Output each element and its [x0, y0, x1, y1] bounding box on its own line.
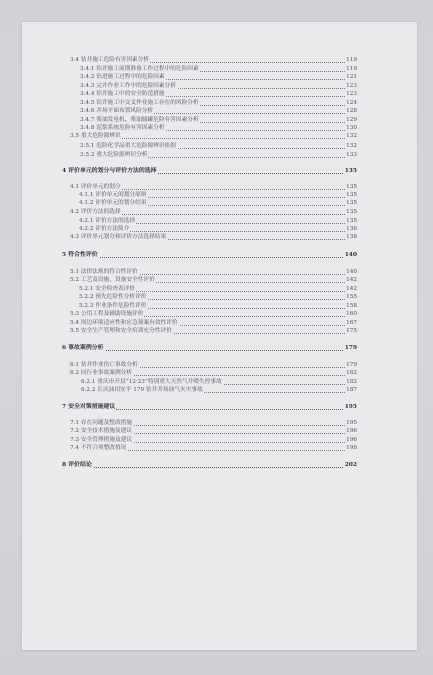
toc-entry-text: 重庆市开县“12·23”特别重大天然气井喷失控事故: [97, 379, 222, 385]
toc-entry-text: 井场平面布置风险分析: [96, 108, 154, 114]
toc-entry: [80, 65, 357, 73]
toc-entry-text: 重大危险源辨识分析: [96, 152, 148, 158]
toc-page-number: 132: [346, 133, 357, 139]
toc-entry-title: [79, 302, 147, 310]
toc-entry-title: [70, 276, 156, 284]
toc-page-number: 130: [346, 125, 357, 131]
toc-entry-text: 评价单元的划分与评价方法的选择: [68, 167, 157, 174]
toc-entry-number: 4.2.1: [79, 218, 94, 224]
toc-page-number: 135: [346, 200, 357, 206]
toc-page-number: 142: [346, 277, 357, 283]
toc-entry-title: [79, 217, 136, 225]
toc-entry: [70, 327, 357, 335]
toc-entry: [70, 361, 357, 369]
toc-chapter-entry: [62, 167, 357, 175]
toc-entry-title: [70, 56, 150, 64]
toc-entry-title: [70, 183, 122, 191]
toc-entry-number: 6.2: [70, 370, 80, 376]
toc-page-number: 132: [346, 143, 357, 149]
toc-entry-text: 同行业事故案例分析: [80, 370, 133, 376]
toc-page-number: 140: [346, 269, 357, 275]
document-page: [22, 22, 417, 650]
toc-entry: [80, 124, 357, 132]
toc-entry-text: 评价单元的划分结果: [95, 200, 147, 206]
toc-entry-text: 评价方法的选择: [95, 218, 136, 224]
toc-page-number: 187: [346, 387, 357, 393]
toc-entry-text: 安全管理措施及建议: [80, 437, 133, 443]
toc-entry-title: [80, 151, 148, 159]
toc-chapter-entry: [62, 251, 357, 259]
toc-page-number: 136: [346, 226, 357, 232]
toc-entry-text: 存在问题及整改措施: [80, 420, 133, 426]
toc-page-number: 135: [346, 209, 357, 215]
toc-entry-number: 7.3: [70, 437, 80, 443]
toc-entry-number: 7.1: [70, 420, 80, 426]
toc-page-number: 135: [346, 184, 357, 190]
toc-entry-number: 8: [62, 461, 67, 468]
toc-entry-title: [70, 319, 179, 327]
toc-entry-number: 3.4.8: [80, 125, 95, 131]
toc-entry-title: [70, 233, 167, 241]
toc-entry: [70, 319, 357, 327]
toc-page-number: 135: [346, 218, 357, 224]
toc-page-number: 135: [346, 192, 357, 198]
toc-entry-number: 5: [62, 251, 67, 258]
toc-page-number: 123: [346, 91, 357, 97]
toc-page-number: 196: [346, 437, 357, 443]
toc-entry-number: 7.2: [70, 428, 80, 434]
toc-entry-number: 4.1: [70, 184, 80, 190]
toc-entry: [79, 293, 357, 301]
toc-entry-title: [70, 436, 133, 444]
toc-chapter-entry: [62, 403, 357, 411]
toc-page-number: 129: [346, 117, 357, 123]
toc-entry-text: 安全对策措施建议: [68, 403, 116, 410]
toc-entry: [80, 107, 357, 115]
toc-entry-number: 4.2.2: [79, 226, 94, 232]
toc-entry-title: [80, 116, 200, 124]
toc-page-number: 133: [346, 152, 357, 158]
toc-entry: [70, 369, 357, 377]
toc-entry-text: 评价单元划分和评价方法选择结果: [80, 234, 167, 240]
toc-entry-title: [70, 369, 133, 377]
toc-entry-text: 评价单元的划分: [80, 184, 121, 190]
toc-entry-title: [70, 327, 173, 335]
toc-page-number: 121: [346, 74, 357, 80]
toc-entry: [79, 191, 357, 199]
toc-entry-number: 5.1: [70, 269, 80, 275]
toc-entry: [70, 183, 357, 191]
toc-entry-text: 柴油发电机、柴油储罐危险有害因素分析: [96, 117, 199, 123]
toc-entry-title: [62, 251, 99, 259]
toc-entry-number: 5.4: [70, 320, 80, 326]
dot-leader: [62, 467, 357, 468]
toc-entry-title: [70, 444, 127, 452]
toc-entry-number: 3.4.5: [80, 100, 95, 106]
toc-entry-number: 5.2.2: [79, 294, 94, 300]
toc-entry-number: 6.2.1: [81, 379, 96, 385]
toc-entry: [79, 199, 357, 207]
toc-entry-text: 钻进施工过程中的危险因素: [96, 74, 165, 80]
toc-entry-number: 6.2.2: [81, 387, 96, 393]
toc-entry-text: 安全技术措施及建议: [80, 428, 133, 434]
toc-entry-number: 6.1: [70, 362, 80, 368]
toc-page-number: 182: [346, 370, 357, 376]
toc-page-number: 119: [346, 57, 357, 63]
toc-entry-text: 长庆油田安平 179 钻井井场油气火灾事故: [97, 387, 203, 393]
toc-entry-number: 4.1.1: [79, 192, 94, 198]
toc-entry-number: 7: [62, 403, 67, 410]
toc-page-number: 124: [346, 100, 357, 106]
toc-entry-number: 5.5: [70, 328, 80, 334]
toc-entry-number: 3.4.2: [80, 74, 95, 80]
toc-entry: [70, 56, 357, 64]
toc-entry-number: 6: [62, 344, 67, 351]
toc-page-number: 142: [346, 286, 357, 292]
toc-entry-text: 工艺及设施、设备安全性评价: [80, 277, 155, 283]
toc-entry: [79, 302, 357, 310]
toc-page-number: 155: [346, 294, 357, 300]
toc-entry: [70, 436, 357, 444]
toc-entry-number: 3.5.2: [80, 152, 95, 158]
toc-entry-title: [62, 344, 105, 352]
toc-entry-text: 钻井施工前期准备工作过程中的危险因素: [96, 66, 199, 72]
toc-entry-text: 完井作业工作中的危险因素分析: [96, 83, 176, 89]
toc-entry-title: [79, 191, 147, 199]
toc-entry-text: 周边环境适应性和应急预案有效性评价: [80, 320, 178, 326]
toc-entry-title: [80, 90, 166, 98]
toc-entry: [80, 82, 357, 90]
toc-entry-title: [79, 293, 147, 301]
toc-entry-title: [62, 167, 158, 175]
toc-entry-number: 5.2.1: [79, 286, 94, 292]
toc-entry-text: 重大危险源辨识: [80, 133, 121, 139]
toc-entry-text: 公用工程及辅助设施评价: [80, 311, 144, 317]
toc-entry-number: 3.4: [70, 57, 80, 63]
toc-entry: [80, 151, 357, 159]
toc-entry-number: 3.4.1: [80, 66, 95, 72]
toc-entry-text: 评价方法简介: [95, 226, 130, 232]
toc-entry-number: 5.3: [70, 311, 80, 317]
toc-entry-number: 3.4.3: [80, 83, 95, 89]
toc-page-number: 123: [346, 83, 357, 89]
toc-entry-text: 泥浆系统危险有害因素分析: [96, 125, 165, 131]
toc-entry: [70, 419, 357, 427]
toc-entry-text: 钻井施工危险有害因素分析: [80, 57, 150, 63]
toc-entry: [79, 217, 357, 225]
toc-entry-title: [81, 386, 204, 394]
toc-entry: [80, 116, 357, 124]
toc-entry: [70, 310, 357, 318]
toc-entry: [70, 208, 357, 216]
toc-page-number: 128: [346, 108, 357, 114]
toc-entry-text: 符合性评价: [68, 251, 98, 258]
toc-entry-title: [70, 268, 139, 276]
toc-entry-text: 评价单元的划分原则: [95, 192, 147, 198]
toc-entry-number: 3.4.4: [80, 91, 95, 97]
toc-entry-title: [70, 132, 122, 140]
toc-entry: [79, 285, 357, 293]
dot-leader: [62, 257, 357, 258]
toc-entry: [70, 132, 357, 140]
toc-entry-title: [62, 461, 93, 469]
toc-page-number: 158: [346, 303, 357, 309]
toc-page-number: 196: [346, 428, 357, 434]
toc-page-number: 198: [346, 445, 357, 451]
toc-page-number: 119: [346, 66, 357, 72]
toc-page-number: 182: [346, 379, 357, 385]
dot-leader: [62, 350, 357, 351]
toc-entry-title: [79, 225, 130, 233]
toc-entry-title: [80, 82, 177, 90]
toc-page-number: 179: [346, 362, 357, 368]
toc-entry-number: 5.2.3: [79, 303, 94, 309]
toc-entry-title: [80, 107, 154, 115]
toc-page-number: 202: [344, 461, 357, 468]
toc-entry-title: [80, 65, 200, 73]
toc-entry-title: [70, 310, 144, 318]
toc-entry-number: 4.3: [70, 234, 80, 240]
toc-entry-text: 事故案例分析: [68, 344, 104, 351]
toc-entry-number: 4.2: [70, 209, 80, 215]
toc-entry-text: 作业条件危险性评价: [95, 303, 147, 309]
toc-entry-text: 钻井作业伤亡事故分析: [80, 362, 138, 368]
toc-entry-number: 3.5: [70, 133, 80, 139]
toc-entry-title: [81, 378, 223, 386]
toc-entry: [70, 233, 357, 241]
toc-entry-text: 预先危险性分析评价: [95, 294, 147, 300]
toc-entry-title: [79, 285, 136, 293]
toc-entry-title: [70, 427, 133, 435]
toc-entry-text: 评价方法的选择: [80, 209, 121, 215]
toc-entry-number: 4.1.2: [79, 200, 94, 206]
toc-entry-number: 4: [62, 167, 67, 174]
toc-entry-title: [80, 142, 177, 150]
toc-page-number: 167: [346, 320, 357, 326]
toc-entry-title: [80, 73, 166, 81]
toc-entry-text: 钻井施工中的安全防范措施: [96, 91, 165, 97]
toc-page-number: 195: [346, 420, 357, 426]
toc-entry-title: [80, 99, 200, 107]
toc-entry: [79, 225, 357, 233]
toc-entry-text: 安全检查表评价: [95, 286, 136, 292]
toc-entry-text: 评价结论: [68, 461, 92, 468]
toc-entry-title: [70, 419, 133, 427]
toc-chapter-entry: [62, 461, 357, 469]
toc-entry-title: [70, 208, 122, 216]
toc-entry: [70, 268, 357, 276]
toc-entry-title: [70, 361, 139, 369]
toc-page-number: 135: [344, 167, 357, 174]
toc-entry-number: 3.4.6: [80, 108, 95, 114]
toc-entry: [81, 378, 357, 386]
toc-entry: [70, 427, 357, 435]
toc-entry: [80, 73, 357, 81]
toc-entry: [70, 444, 357, 452]
toc-entry: [80, 90, 357, 98]
toc-entry-text: 法律法规的符合性评价: [80, 269, 138, 275]
toc-entry: [80, 142, 357, 150]
toc-entry-number: 7.4: [70, 445, 80, 451]
toc-entry-title: [80, 124, 166, 132]
toc-entry-text: 钻井施工中交叉作业施工存在的风险分析: [96, 100, 199, 106]
toc-page-number: 195: [344, 403, 357, 410]
toc-entry-number: 5.2: [70, 277, 80, 283]
toc-page-number: 138: [346, 234, 357, 240]
toc-page-number: 160: [346, 311, 357, 317]
toc-entry-number: 3.4.7: [80, 117, 95, 123]
toc-page-number: 140: [344, 251, 357, 258]
toc-chapter-entry: [62, 344, 357, 352]
toc-entry: [80, 99, 357, 107]
toc-page-number: 175: [346, 328, 357, 334]
toc-entry-number: 3.5.1: [80, 143, 95, 149]
toc-entry-title: [62, 403, 116, 411]
toc-entry-text: 安全生产管理和安全培训充分性评价: [80, 328, 172, 334]
toc-entry-text: 危险化学品重大危险源辨识依据: [96, 143, 176, 149]
toc-entry: [70, 276, 357, 284]
toc-entry: [81, 386, 357, 394]
toc-page-number: 179: [344, 344, 357, 351]
toc-entry-text: 不符合项整改情况: [80, 445, 127, 451]
toc-entry-title: [79, 199, 147, 207]
